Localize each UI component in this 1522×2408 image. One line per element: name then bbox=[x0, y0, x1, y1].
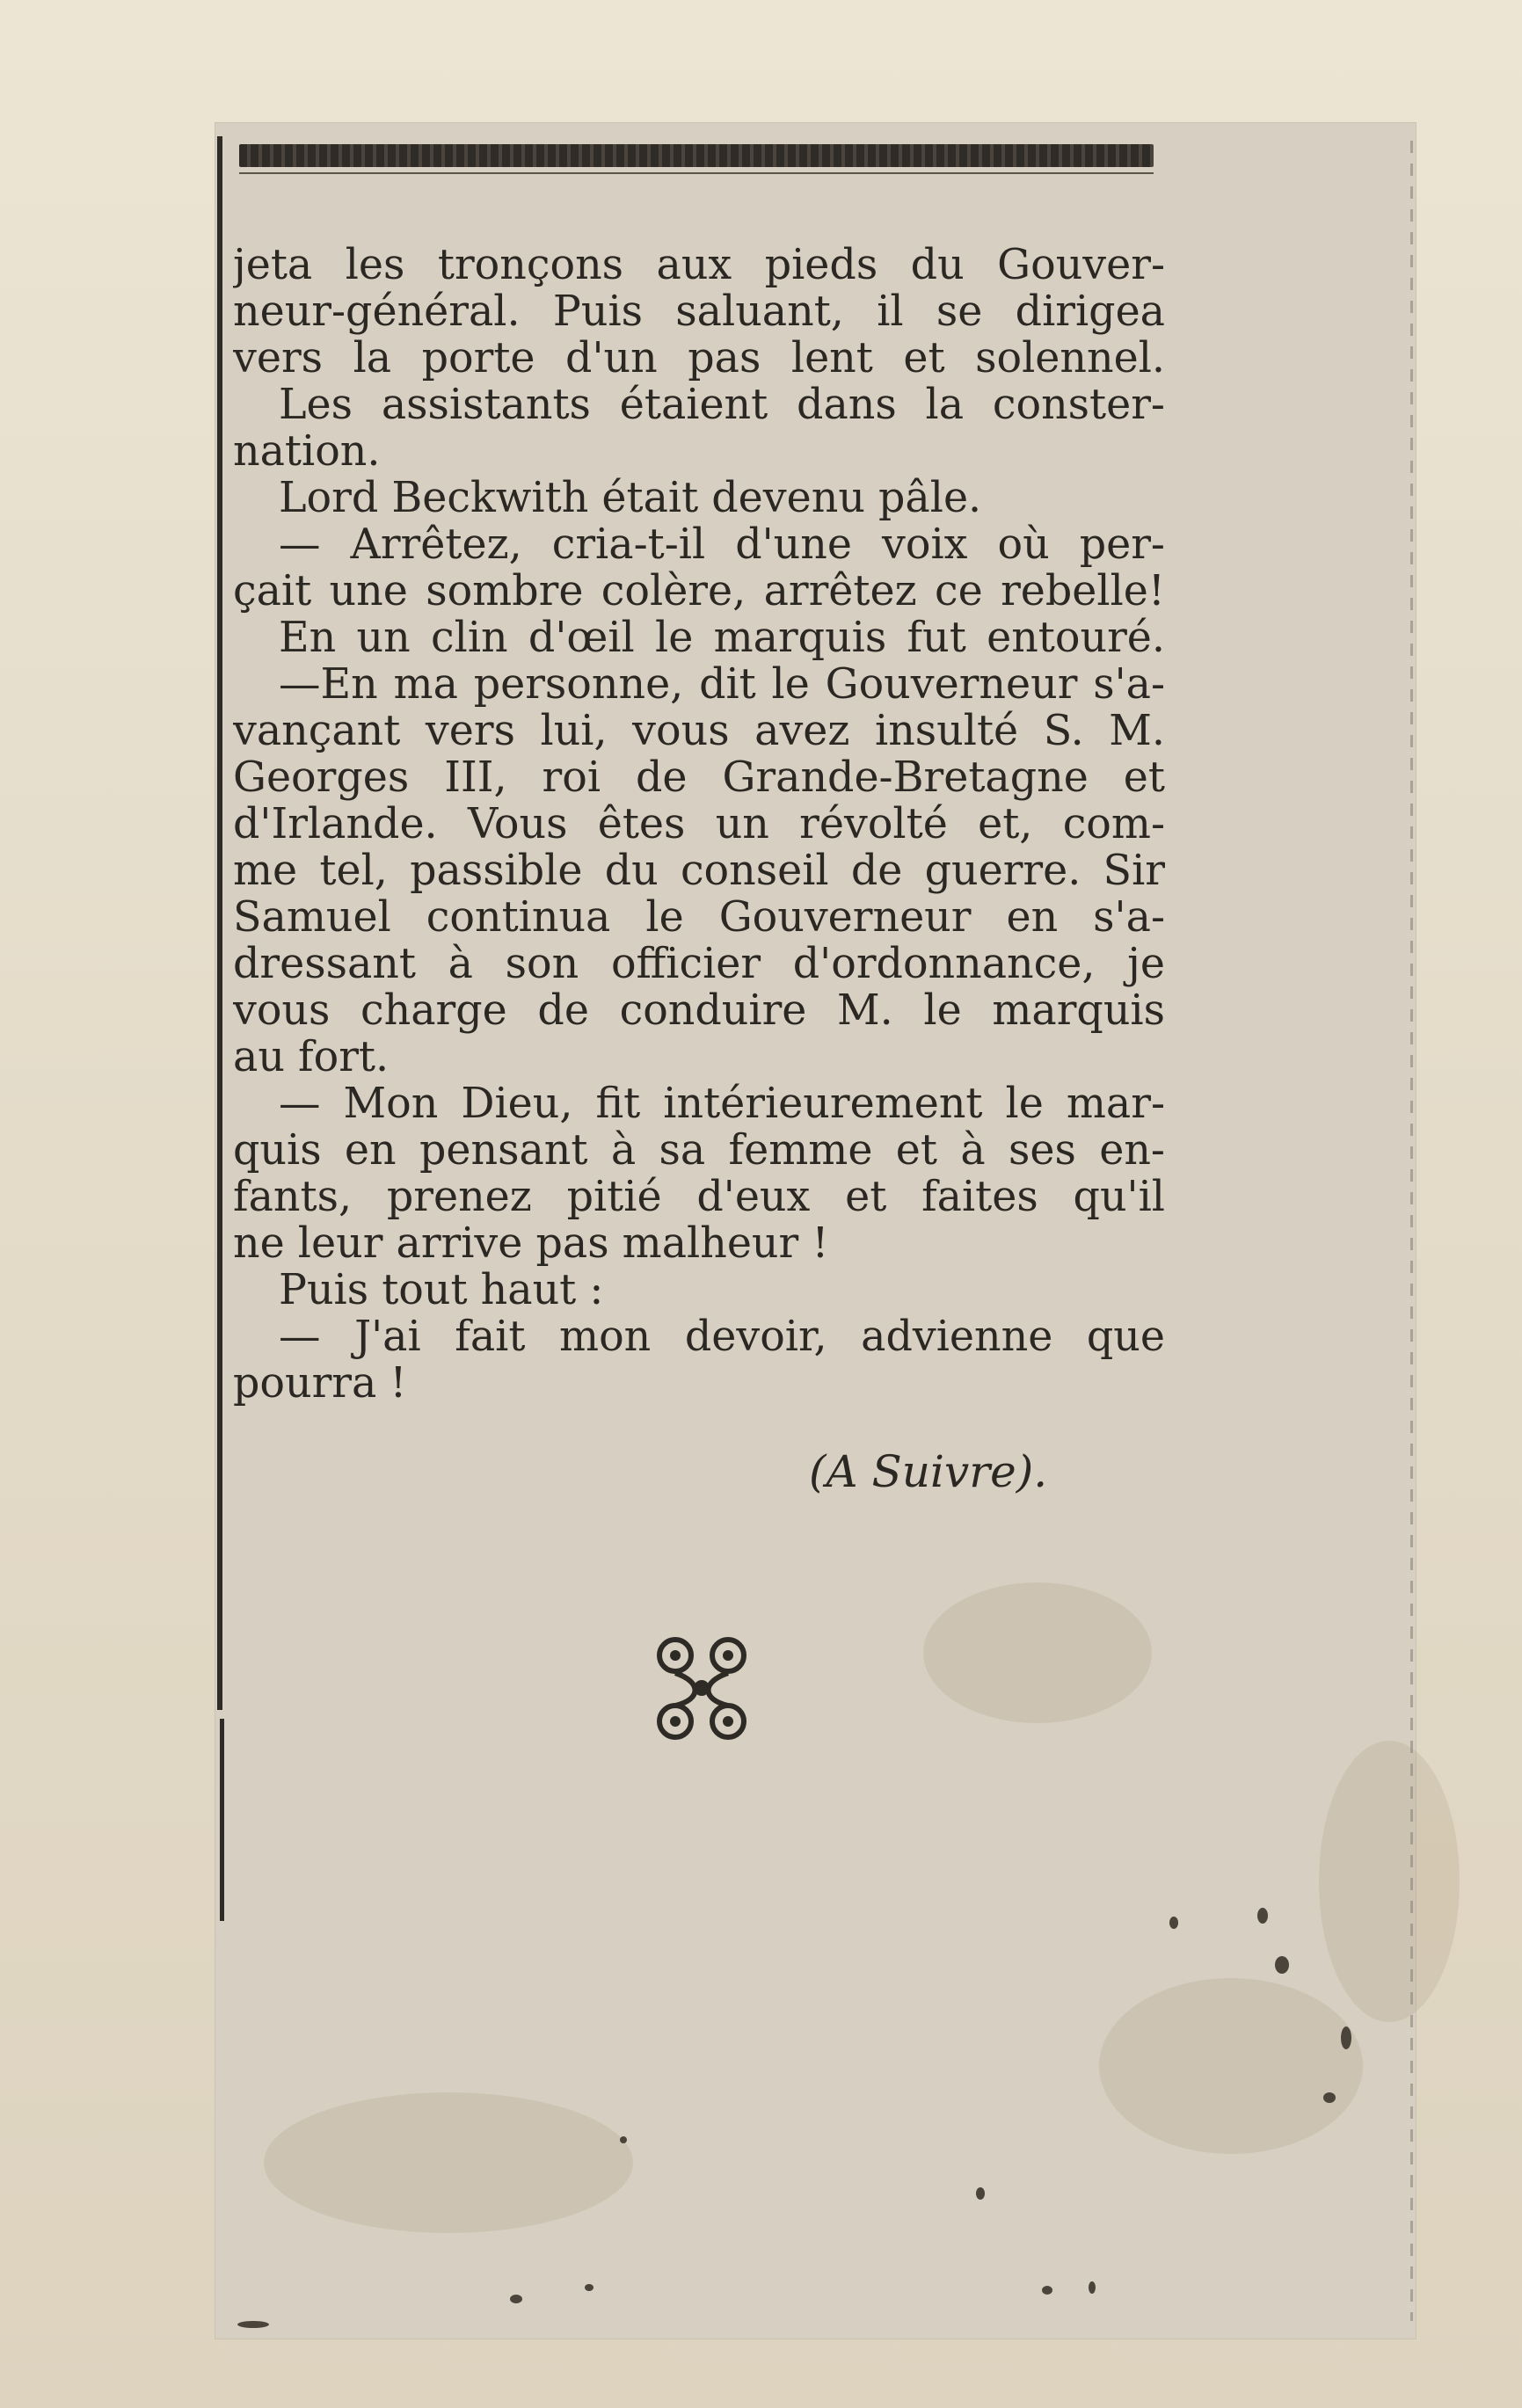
speck bbox=[1089, 2281, 1096, 2294]
paper-stain bbox=[1319, 1741, 1460, 2022]
speck bbox=[1169, 1917, 1178, 1929]
article-column bbox=[233, 242, 1165, 1407]
text-line: vers la porte d'un pas lent et solennel. bbox=[233, 335, 1165, 382]
speck bbox=[1341, 2026, 1351, 2049]
speck bbox=[976, 2187, 985, 2200]
text-line: Les assistants étaient dans la conster- bbox=[279, 382, 1165, 428]
text-line: — J'ai fait mon devoir, advienne que bbox=[279, 1313, 1165, 1360]
paper-stain bbox=[923, 1582, 1152, 1723]
speck bbox=[620, 2136, 627, 2143]
speck bbox=[237, 2321, 269, 2328]
text-line: ne leur arrive pas malheur ! bbox=[233, 1220, 829, 1267]
clipping-right-edge bbox=[1410, 141, 1413, 2321]
speck bbox=[585, 2284, 594, 2291]
to-be-continued: (A Suivre). bbox=[809, 1446, 1048, 1497]
paper-stain bbox=[264, 2092, 633, 2233]
text-line: çait une sombre colère, arrêtez ce rebelle! bbox=[233, 568, 1165, 615]
text-line: d'Irlande. Vous êtes un révolté et, com- bbox=[233, 801, 1165, 848]
speck bbox=[1323, 2092, 1336, 2103]
speck bbox=[1257, 1908, 1268, 1924]
header-rule bbox=[239, 144, 1154, 167]
text-line: vous charge de conduire M. le marquis bbox=[233, 987, 1165, 1034]
text-line: quis en pensant à sa femme et à ses en- bbox=[233, 1127, 1165, 1174]
paper-stain bbox=[1099, 1978, 1363, 2154]
text-line: —En ma personne, dit le Gouverneur s'a- bbox=[279, 661, 1165, 708]
text-line: neur-général. Puis saluant, il se dirigea bbox=[233, 288, 1165, 335]
column-rule-left-lower bbox=[220, 1719, 224, 1921]
text-line: En un clin d'œil le marquis fut entouré. bbox=[279, 615, 1165, 661]
speck bbox=[1042, 2286, 1052, 2295]
text-line: vançant vers lui, vous avez insulté S. M. bbox=[233, 708, 1165, 754]
text-line: — Arrêtez, cria-t-il d'une voix où per- bbox=[279, 521, 1165, 568]
text-line: fants, prenez pitié d'eux et faites qu'il bbox=[233, 1174, 1165, 1220]
text-line: — Mon Dieu, fit intérieurement le mar- bbox=[279, 1080, 1165, 1127]
text-line: Georges III, roi de Grande-Bretagne et bbox=[233, 754, 1165, 801]
text-line: pourra ! bbox=[233, 1360, 407, 1407]
floral-ornament-icon bbox=[640, 1625, 763, 1757]
text-line: jeta les tronçons aux pieds du Gouver- bbox=[233, 242, 1165, 288]
text-line: me tel, passible du conseil de guerre. Sir bbox=[233, 848, 1165, 894]
header-thin-rule bbox=[239, 172, 1154, 174]
text-line: Puis tout haut : bbox=[279, 1267, 604, 1313]
text-line: dressant à son officier d'ordonnance, je bbox=[233, 941, 1165, 987]
text-line: au fort. bbox=[233, 1034, 390, 1080]
speck bbox=[510, 2295, 522, 2303]
column-rule-left bbox=[217, 136, 222, 1710]
text-line: nation. bbox=[233, 428, 381, 475]
text-line: Lord Beckwith était devenu pâle. bbox=[279, 475, 982, 521]
speck bbox=[1275, 1956, 1289, 1974]
text-line: Samuel continua le Gouverneur en s'a- bbox=[233, 894, 1165, 941]
